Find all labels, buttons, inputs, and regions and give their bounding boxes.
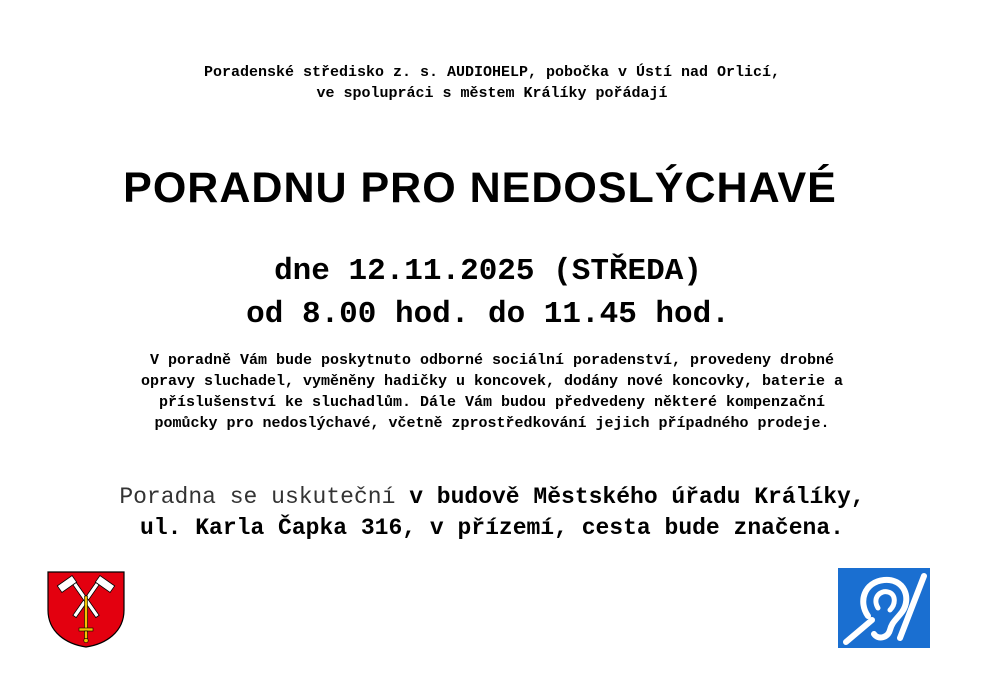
header	[0, 62, 984, 104]
header-line-1: Poradenské středisko z. s. AUDIOHELP, pobočka v Ústí nad Orlicí,	[203, 64, 781, 81]
event-date: dne 12.11.2025 (STŘEDA)	[274, 254, 702, 289]
description-line: V poradně Vám bude poskytnuto odborné sociální poradenství, provedeny drobné	[149, 352, 835, 369]
event-datetime	[0, 250, 976, 336]
venue-line-2: ul. Karla Čapka 316, v přízemí, cesta bude značena.	[140, 515, 844, 541]
venue-line-1	[0, 482, 984, 513]
description-line: opravy sluchadel, vyměněny hadičky u koncovek, dodány nové koncovky, baterie a	[140, 373, 844, 390]
hearing-loop-icon	[838, 568, 930, 648]
services-description	[30, 350, 954, 434]
description-line: příslušenství ke sluchadlům. Dále Vám budou předvedeny některé kompenzační	[158, 394, 826, 411]
header-line-2: ve spolupráci s městem Králíky pořádají	[316, 85, 668, 102]
venue-place: v budově Městského úřadu Králíky,	[409, 484, 865, 510]
description-line: pomůcky pro nedoslýchavé, včetně zprostředkování jejich případného prodeje.	[154, 415, 830, 432]
page-title: PORADNU PRO NEDOSLÝCHAVÉ	[123, 164, 837, 212]
venue-intro: Poradna se uskuteční	[119, 484, 410, 510]
event-time: od 8.00 hod. do 11.45 hod.	[246, 297, 730, 332]
kraliky-coat-of-arms-icon	[46, 570, 126, 648]
venue-info	[0, 482, 984, 544]
